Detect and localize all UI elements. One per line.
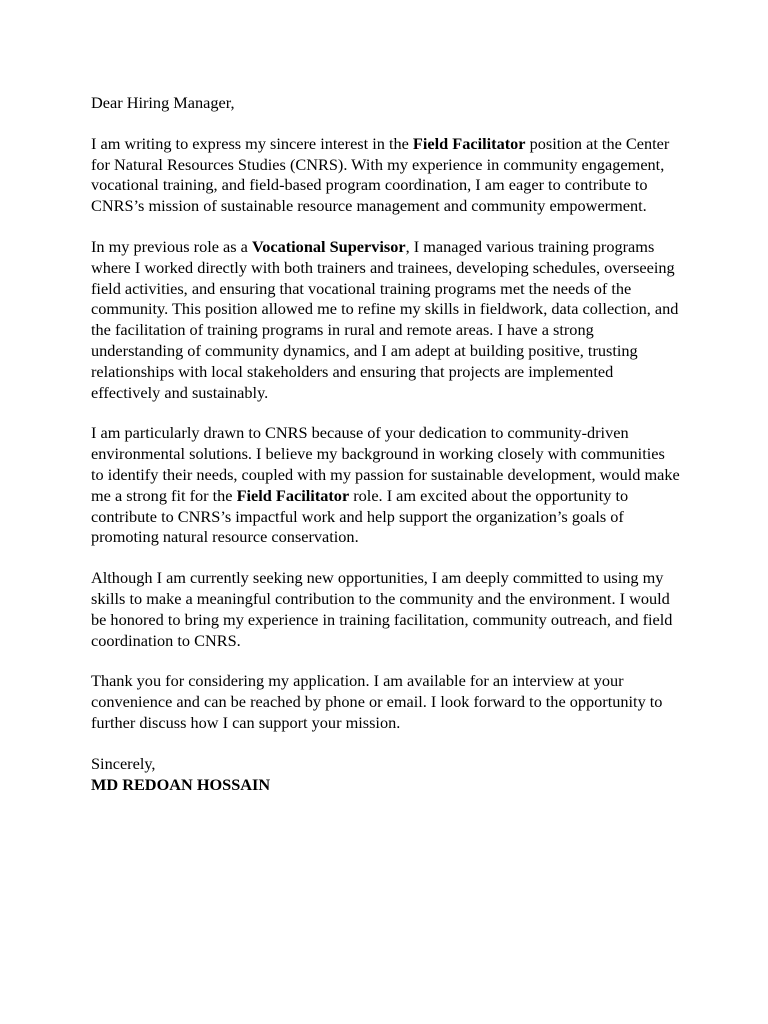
paragraph-motivation <box>91 423 681 548</box>
motivation-position-title: Field Facilitator <box>236 485 350 505</box>
paragraph-commitment: Although I am currently seeking new opportunities, I am deeply committed to using my skills to make a meaningful contribution to the community and the environment. I would be honored to bring my experience in training facilitation, community outreach, and field coordination to CNRS. <box>91 568 673 650</box>
experience-previous-role: Vocational Supervisor <box>251 236 406 256</box>
intro-text-start: I am writing to express my sincere interest in the <box>91 133 413 153</box>
motivation-text-start: I am particularly drawn to CNRS because of your dedication to community-driven environmental solutions. I believe my background in working closely with communities to identify their needs, coupled with my passion for sustainable development, would make me a strong fit for the <box>91 423 680 505</box>
salutation: Dear Hiring Manager, <box>91 93 235 112</box>
motivation-text-end: role. I am excited about the opportunity to contribute to CNRS’s impactful work and help support the organization’s goals of promoting natural resource conservation. <box>91 485 629 547</box>
experience-text-start: In my previous role as a <box>91 236 252 256</box>
closing: Sincerely, <box>91 753 156 773</box>
paragraph-experience <box>91 237 681 403</box>
signature-name: MD REDOAN HOSSAIN <box>91 774 271 794</box>
cover-letter <box>91 93 681 795</box>
experience-text-end: , I managed various training programs where I worked directly with both trainers and trainees, developing schedules, overseeing field activities, and ensuring that vocational training programs met the needs of the community. This position allowed me to refine my skills in fieldwork, data collection, and the facilitation of training programs in rural and remote areas. I have a strong understanding of community dynamics, and I am adept at building positive, trusting relationships with local stakeholders and ensuring that projects are implemented effectively and sustainably. <box>91 236 679 402</box>
intro-position-title: Field Facilitator <box>412 133 526 153</box>
intro-text-end: position at the Center for Natural Resources Studies (CNRS). With my experience in community engagement, vocational training, and field-based program coordination, I am eager to contribute to CNRS’s mission of sustainable resource management and community empowerment. <box>91 133 670 216</box>
paragraph-intro <box>91 134 681 217</box>
paragraph-thanks: Thank you for considering my application. I am available for an interview at your convenience and can be reached by phone or email. I look forward to the opportunity to further discuss how I can support your mission. <box>91 671 663 732</box>
